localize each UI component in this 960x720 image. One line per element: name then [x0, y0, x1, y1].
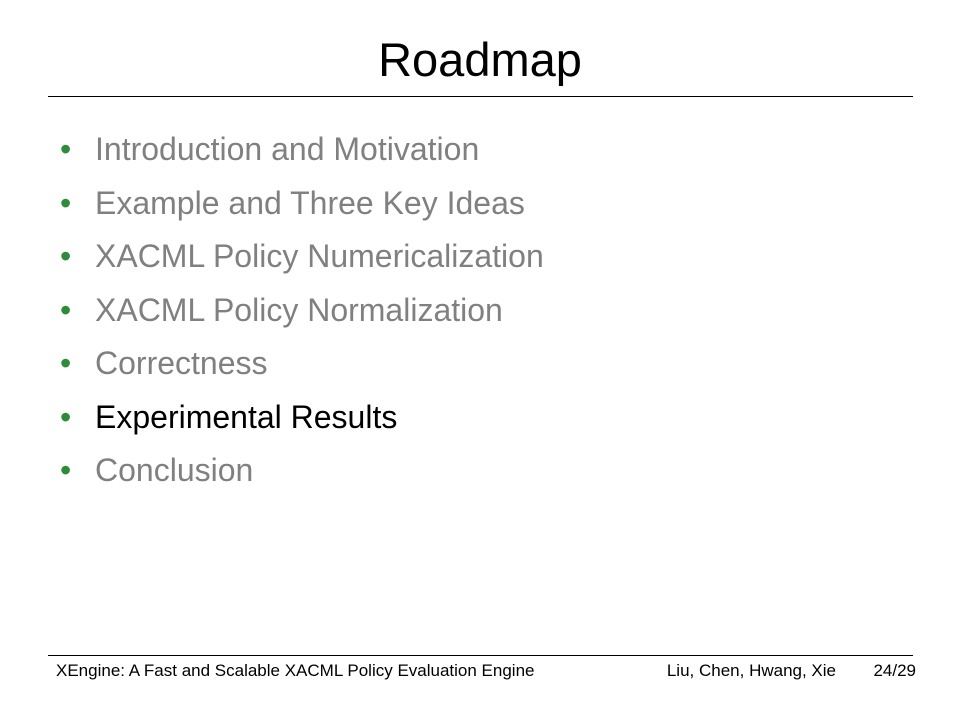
agenda-item-label: Experimental Results [95, 398, 398, 435]
agenda-item [60, 337, 544, 391]
agenda-item-label: Conclusion [95, 452, 254, 489]
agenda-item-label: Correctness [95, 345, 268, 382]
agenda-item-label: XACML Policy Numericalization [95, 238, 544, 275]
bullet-icon: • [60, 131, 72, 168]
bullet-icon: • [60, 398, 72, 435]
agenda-item-current [60, 391, 544, 445]
agenda-item [60, 284, 544, 338]
slide-footer [56, 660, 916, 682]
footer-authors: Liu, Chen, Hwang, Xie [666, 661, 836, 680]
agenda-item [60, 444, 544, 498]
footer-presentation-title: XEngine: A Fast and Scalable XACML Policy Evaluation Engine [56, 661, 535, 680]
footer-divider [48, 655, 913, 656]
bullet-icon: • [60, 345, 72, 382]
title-divider [48, 96, 913, 97]
page-number: 24/29 [873, 661, 916, 680]
bullet-icon: • [60, 238, 72, 275]
agenda-item [60, 123, 544, 177]
agenda-item-label: XACML Policy Normalization [95, 291, 503, 328]
agenda-item [60, 177, 544, 231]
agenda-list [60, 123, 544, 498]
slide-title: Roadmap [378, 33, 582, 86]
bullet-icon: • [60, 291, 72, 328]
agenda-item [60, 230, 544, 284]
agenda-item-label: Example and Three Key Ideas [95, 184, 525, 221]
bullet-icon: • [60, 452, 72, 489]
agenda-item-label: Introduction and Motivation [95, 131, 480, 168]
bullet-icon: • [60, 184, 72, 221]
